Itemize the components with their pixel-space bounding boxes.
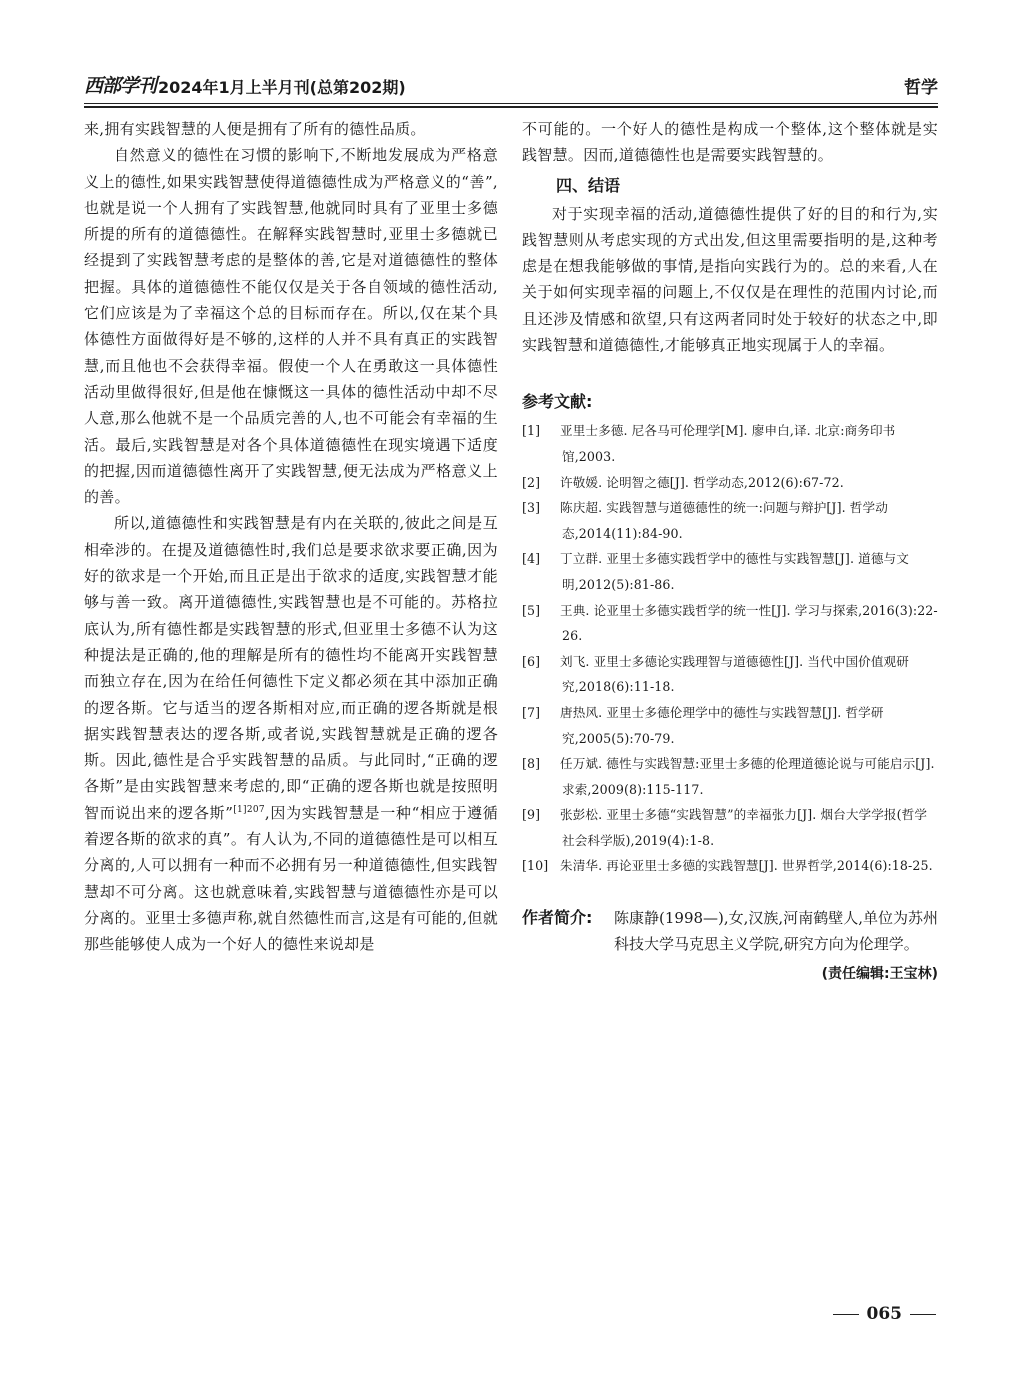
reference-item — [522, 546, 938, 597]
header-rule-thick — [84, 106, 938, 108]
editor-note: (责任编辑:王宝林) — [821, 966, 938, 983]
header-left — [84, 71, 406, 98]
reference-number: [8] — [522, 756, 541, 772]
page-header — [84, 76, 938, 98]
body-paragraph — [84, 510, 498, 957]
body-paragraph: 自然意义的德性在习惯的影响下,不断地发展成为严格意义上的德性,如果实践智慧使得道德德性成为严格意义的“善”,也就是说一个人拥有了实践智慧,他就同时具有了亚里士多德所提的所有的道德德性。在解释实践智慧时,亚里士多德就已经提到了实践智慧考虑的是整体的善,它是对道德德性的整体把握。具体的道德德性不能仅仅是关于各自领域的德性活动,它们应该是为了幸福这个总的目标而存在。所以,仅在某个具体德性方面做得好是不够的,这样的人并不具有真正的实践智慧,而且他也不会获得幸福。假使一个人在勇敢这一具体德性活动里做得很好,但是他在慷慨这一具体的德性活动中却不尽人意,那么他就不是一个品质完善的人,也不可能会有幸福的生活。最后,实践智慧是对各个具体道德德性在现实境遇下适度的把握,因而道德德性离开了实践智慧,便无法成为严格意义上的善。 — [84, 146, 498, 507]
dash-left — [833, 1314, 859, 1315]
reference-text: 丁立群. 亚里士多德实践哲学中的德性与实践智慧[J]. 道德与文明,2012(5):81-86. — [560, 551, 909, 592]
reference-text: 朱清华. 再论亚里士多德的实践智慧[J]. 世界哲学,2014(6):18-25. — [560, 858, 933, 874]
reference-number: [7] — [522, 704, 541, 720]
paragraph-text: 所以,道德德性和实践智慧是有内在关联的,彼此之间是互相牵涉的。在提及道德德性时,我们总是要求欲求要正确,因为好的欲求是一个开始,而且正是出于欲求的适度,实践智慧才能够与善一致。离开道德德性,实践智慧也是不可能的。苏格拉底认为,所有德性都是实践智慧的形式,但亚里士多德不认为这种提法是正确的,他的理解是所有的德性均不能离开实践智慧而独立存在,因为在给任何德性下定义都必须在其中添加正确的逻各斯。它与适当的逻各斯相对应,而正确的逻各斯就是根据实践智慧表达的逻各斯,或者说,实践智慧就是正确的逻各斯。因此,德性是合乎实践智慧的品质。与此同时,“正确的逻各斯”是由实践智慧来考虑的,即“正确的逻各斯也就是按照明智而说出来的逻各斯” — [84, 514, 498, 822]
reference-text: 唐热风. 亚里士多德伦理学中的德性与实践智慧[J]. 哲学研究,2005(5):70-79. — [560, 704, 884, 746]
body-paragraph: 对于实现幸福的活动,道德德性提供了好的目的和行为,实践智慧则从考虑实现的方式出发,但这里需要指明的是,这种考虑是在想我能够做的事情,是指向实践行为的。总的来看,人在关于如何实现幸福的问题上,不仅仅是在理性的范围内讨论,而且还涉及情感和欲望,只有这两者同时处于较好的状态之中,即实践智慧和道德德性,才能够真正地实现属于人的幸福。 — [522, 204, 938, 355]
journal-logo: 西部学刊 — [84, 75, 157, 97]
reference-item — [522, 649, 938, 700]
reference-text: 张彭松. 亚里士多德“实践智慧”的幸福张力[J]. 烟台大学学报(哲学社会科学版),2019(4):1-8. — [560, 807, 928, 848]
references-heading: 参考文献: — [522, 392, 593, 412]
body-paragraph: 不可能的。一个好人的德性是构成一个整体,这个整体就是实践智慧。因而,道德德性也是需要实践智慧的。 — [522, 120, 938, 165]
reference-text: 亚里士多德. 尼各马可伦理学[M]. 廖申白,译. 北京:商务印书馆,2003. — [560, 423, 896, 464]
author-bio-label: 作者简介: — [522, 908, 593, 928]
reference-number: [3] — [522, 500, 541, 516]
reference-text: 王典. 论亚里士多德实践哲学的统一性[J]. 学习与探索,2016(3):22-26. — [560, 602, 938, 644]
reference-number: [6] — [522, 653, 541, 669]
header-rule-thin — [84, 103, 938, 104]
reference-number: [1] — [522, 423, 541, 439]
reference-number: [5] — [522, 602, 541, 618]
reference-number: [2] — [522, 474, 541, 490]
reference-text: 刘飞. 亚里士多德论实践理智与道德德性[J]. 当代中国价值观研究,2018(6):11-18. — [560, 653, 909, 695]
reference-item — [522, 700, 938, 751]
reference-item — [522, 802, 938, 853]
issue-info: 2024年1月上半月刊(总第202期) — [158, 78, 406, 97]
body-paragraph: 来,拥有实践智慧的人便是拥有了所有的德性品质。 — [84, 120, 426, 138]
section-heading: 四、结语 — [556, 175, 621, 195]
section-name: 哲学 — [904, 78, 938, 98]
page-number-footer — [833, 1304, 937, 1324]
reference-item — [522, 495, 938, 546]
reference-number: [10] — [522, 858, 549, 874]
reference-text: 任万斌. 德性与实践智慧:亚里士多德的伦理道德论说与可能启示[J]. 求索,2009(8):115-117. — [560, 756, 935, 797]
reference-list — [522, 418, 938, 879]
author-bio-text: 陈康静(1998—),女,汉族,河南鹤壁人,单位为苏州科技大学马克思主义学院,研究方向为伦理学。 — [614, 909, 938, 954]
reference-text: 陈庆超. 实践智慧与道德德性的统一:问题与辩护[J]. 哲学动态,2014(11):84-90. — [560, 500, 888, 541]
reference-number: [9] — [522, 807, 541, 823]
dash-right — [910, 1314, 936, 1315]
left-column — [84, 116, 498, 958]
right-column — [522, 116, 938, 983]
reference-number: [4] — [522, 551, 541, 567]
reference-item — [522, 598, 938, 649]
reference-text: 许敬媛. 论明智之德[J]. 哲学动态,2012(6):67-72. — [560, 474, 844, 490]
paragraph-text: ,因为实践智慧是一种“相应于遵循着逻各斯的欲求的真”。有人认为,不同的道德德性是可以相互分离的,人可以拥有一种而不必拥有另一种道德德性,但实践智慧却不可分离。这也就意味着,实践智慧与道德德性亦是可以分离的。亚里士多德声称,就自然德性而言,这是有可能的,但就那些能够使人成为一个好人的德性来说却是 — [84, 803, 498, 954]
citation-superscript: [1]207 — [233, 804, 265, 815]
author-bio — [522, 905, 938, 957]
reference-item — [522, 418, 938, 469]
reference-item — [522, 751, 938, 802]
reference-item — [522, 853, 938, 879]
reference-item — [522, 470, 938, 496]
page-number: 065 — [866, 1304, 902, 1324]
